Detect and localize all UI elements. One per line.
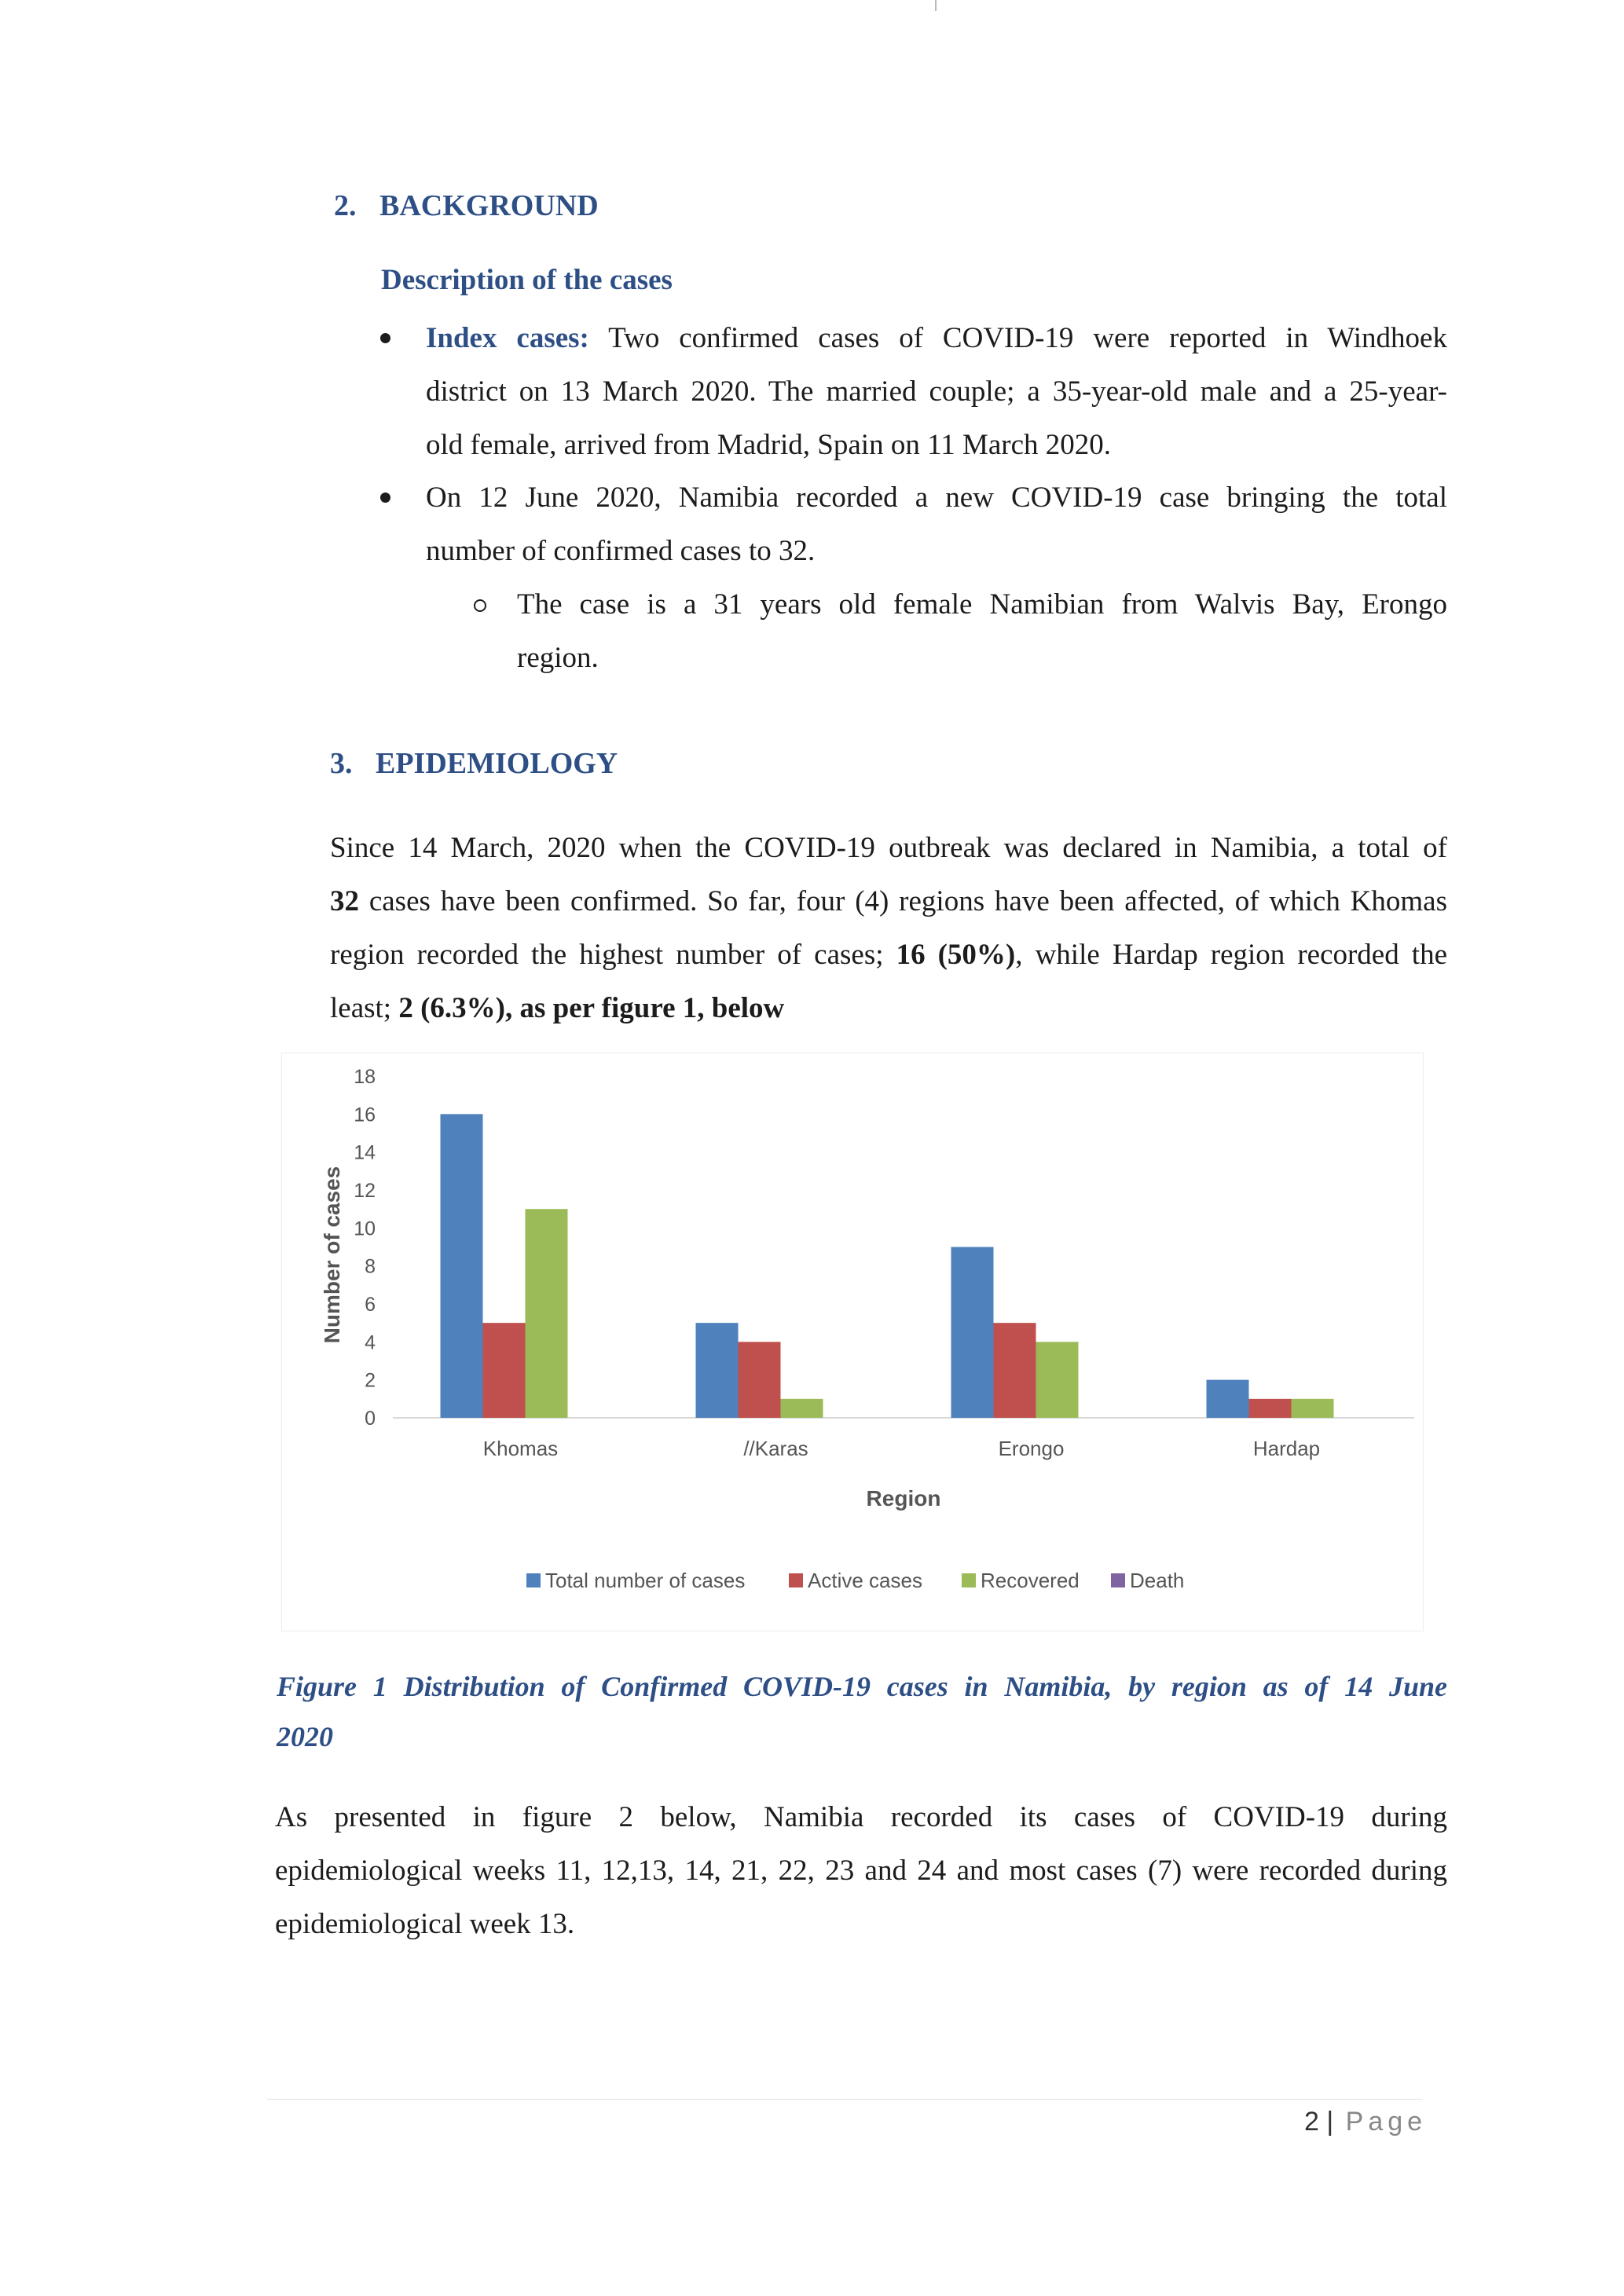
epi-line-3 xyxy=(330,928,1447,982)
page-number-value: 2 xyxy=(1304,2107,1319,2137)
y-tick-label: 2 xyxy=(365,1369,376,1392)
x-tick-label: Khomas xyxy=(482,1437,559,1460)
epi-line-4-text-a: least; xyxy=(330,992,399,1024)
bullet-1-line-2: district on 13 March 2020. The married couple; a 35-year-old male and a 25-year- xyxy=(426,375,1447,408)
epi-line-2-text: cases have been confirmed. So far, four (4) regions have been affected, of which Khomas xyxy=(359,885,1447,917)
section-2-heading xyxy=(334,189,599,223)
page-separator: | xyxy=(1326,2107,1334,2137)
epi-line-2 xyxy=(330,875,1447,928)
section-3-heading xyxy=(330,746,618,781)
y-tick-label: 10 xyxy=(354,1218,376,1240)
page-word: Page xyxy=(1345,2107,1428,2137)
epi-line-1: Since 14 March, 2020 when the COVID-19 outbreak was declared in Namibia, a total of xyxy=(330,832,1447,864)
sub-bullet-line-2: region. xyxy=(517,642,599,674)
bullet-2-line-2: number of confirmed cases to 32. xyxy=(426,535,816,567)
legend-label-total: Total number of cases xyxy=(545,1569,746,1592)
section-3-number: 3. xyxy=(330,747,353,780)
total-cases-value: 32 xyxy=(330,885,359,917)
bullet-index-cases xyxy=(426,312,1447,472)
y-tick-label: 4 xyxy=(365,1331,376,1354)
bullet-new-case xyxy=(426,471,1447,578)
legend-swatch-active xyxy=(789,1573,803,1587)
y-tick-label: 14 xyxy=(354,1141,376,1164)
legend-label-death: Death xyxy=(1130,1569,1185,1592)
y-tick-label: 8 xyxy=(365,1255,376,1278)
khomas-cases-value: 16 (50%) xyxy=(896,939,1016,971)
footer-rule xyxy=(267,2099,1422,2100)
section-3-title: EPIDEMIOLOGY xyxy=(376,747,618,780)
legend-swatch-total xyxy=(526,1573,541,1587)
epi-line-4 xyxy=(330,982,1447,1035)
bullet-1-line-1 xyxy=(426,312,1447,365)
y-axis-label: Number of cases xyxy=(320,1166,344,1344)
legend-item-recovered xyxy=(962,1569,1080,1593)
bullet-marker xyxy=(380,493,390,503)
x-tick-label: Erongo xyxy=(998,1437,1065,1460)
legend-swatch-death xyxy=(1111,1573,1125,1587)
legend-swatch-recovered xyxy=(962,1573,976,1587)
index-cases-label: Index cases: xyxy=(426,322,589,354)
legend-item-death xyxy=(1111,1569,1184,1593)
x-axis-label: Region xyxy=(866,1486,941,1511)
chart-frame xyxy=(281,1053,1424,1631)
legend-label-active: Active cases xyxy=(808,1569,922,1592)
sub-bullet-marker xyxy=(474,599,486,612)
section-2-title: BACKGROUND xyxy=(379,189,599,222)
weeks-line-1: As presented in figure 2 below, Namibia recorded its cases of COVID-19 during xyxy=(275,1801,1447,1833)
y-tick-label: 16 xyxy=(354,1104,376,1126)
y-tick-label: 18 xyxy=(354,1066,376,1088)
x-tick-label: Hardap xyxy=(1252,1437,1321,1460)
legend-item-active xyxy=(789,1569,922,1593)
section-2-number: 2. xyxy=(334,189,357,222)
sub-bullet-line-1: The case is a 31 years old female Namibian from Walvis Bay, Erongo xyxy=(517,588,1447,621)
page-number xyxy=(1304,2107,1427,2137)
epi-line-3-text-a: region recorded the highest number of cases; xyxy=(330,939,896,971)
legend-label-recovered: Recovered xyxy=(981,1569,1080,1592)
caption-line-2: 2020 xyxy=(277,1721,333,1752)
weeks-line-2: epidemiological weeks 11, 12,13, 14, 21, 22, 23 and 24 and most cases (7) were recorded during xyxy=(275,1855,1447,1887)
sub-bullet-case-detail xyxy=(517,578,1447,685)
scan-mark xyxy=(935,0,937,11)
bullet-1-text-1: Two confirmed cases of COVID-19 were reported in Windhoek xyxy=(608,322,1447,354)
x-tick-label: //Karas xyxy=(743,1437,808,1460)
figure-caption xyxy=(277,1661,1447,1762)
weeks-paragraph xyxy=(275,1791,1447,1951)
bullet-marker xyxy=(380,333,390,343)
legend-item-total xyxy=(526,1569,745,1593)
epidemiology-paragraph xyxy=(330,822,1447,1035)
y-tick-label: 0 xyxy=(365,1408,376,1430)
y-tick-label: 12 xyxy=(354,1180,376,1202)
caption-line-1: Figure 1 Distribution of Confirmed COVID-19 cases in Namibia, by region as of 14 June xyxy=(277,1671,1447,1702)
section-2-subtitle: Description of the cases xyxy=(381,264,673,296)
y-tick-label: 6 xyxy=(365,1294,376,1316)
weeks-line-3: epidemiological week 13. xyxy=(275,1908,575,1940)
epi-line-3-text-b: , while Hardap region recorded the xyxy=(1015,939,1447,971)
bullet-1-line-3: old female, arrived from Madrid, Spain on 11 March 2020. xyxy=(426,429,1112,461)
hardap-cases-value: 2 (6.3%), as per figure 1, below xyxy=(398,992,785,1024)
bullet-2-line-1: On 12 June 2020, Namibia recorded a new COVID-19 case bringing the total xyxy=(426,482,1447,514)
